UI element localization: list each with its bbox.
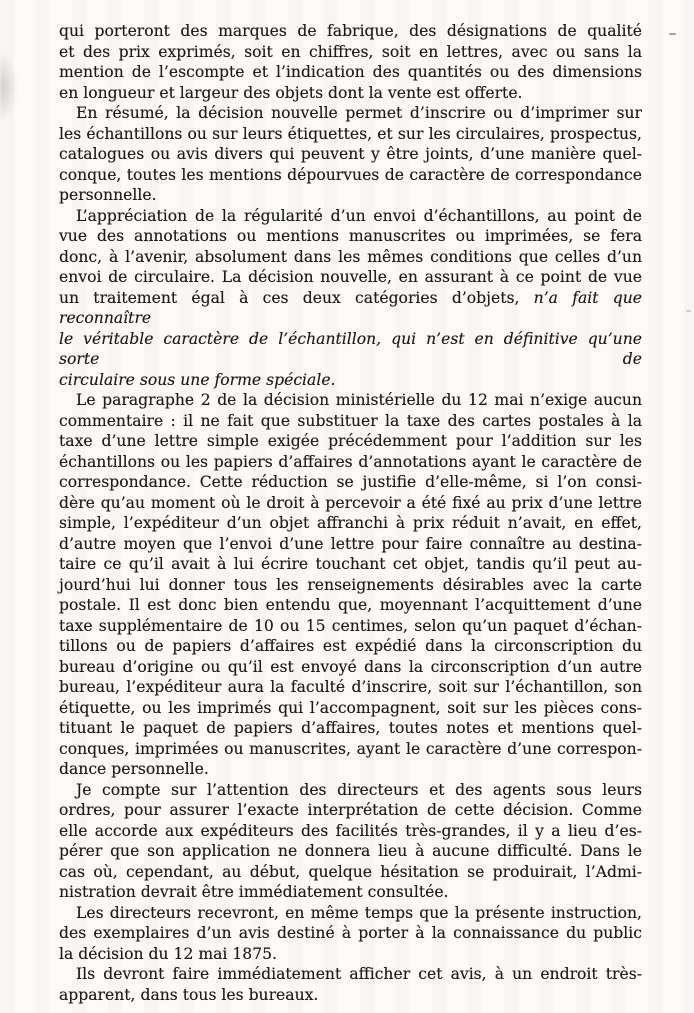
text-line: dance personnelle. [59,760,209,778]
paragraph [59,903,642,965]
text-line: conque, toutes les mentions dépourvues de caractère de correspondance [59,165,642,184]
text-line: le véritable caractère de l’échantillon, qui n’est en définitive qu’une sorte de [59,329,642,368]
text-line: la décision du 12 mai 1875. [59,944,278,963]
paragraph [59,206,642,391]
text-line [59,288,642,329]
text-line: Je compte sur l’attention des directeurs et des agents sous leurs [76,780,642,799]
text-line: bureau, l’expéditeur aura la faculté d’inscrire, soit sur l’échantillon, son [59,678,642,696]
text-line: En résumé, la décision nouvelle permet d’inscrire ou d’imprimer sur [76,104,642,122]
text-line: donc, à l’avenir, absolument dans les mêmes conditions que celles d’un [59,247,642,266]
text-line: et des prix exprimés, soit en chiffres, soit en lettres, avec ou sans la [59,42,642,61]
text-line: vue des annotations ou mentions manuscrites ou imprimées, se fera [59,227,642,245]
text-line: des exemplaires d’un avis destiné à porter à la connaissance du public [59,924,642,942]
text-line: jourd’hui lui donner tous les renseignements désirables avec la carte [59,575,642,594]
scan-speck [686,310,691,312]
text-line: personnelle. [59,186,157,204]
paragraph [59,103,642,206]
text-line: commentaire : il ne fait que substituer la taxe des cartes postales à la [59,411,642,430]
text-line: tituant le paquet de papiers d’affaires, toutes notes et mentions quel- [59,719,642,737]
text-line: taire ce qu’il avait à lui écrire touchant cet objet, tandis qu’il peut au- [59,555,642,573]
paragraph [59,21,642,103]
text-line: simple, l’expéditeur d’un objet affranchi à prix réduit n’avait, en effet, [59,514,642,532]
text-line: les échantillons ou sur leurs étiquettes, et sur les circulaires, prospectus, [59,124,642,143]
text-line: en longueur et largeur des objets dont la vente est offerte. [59,83,523,102]
text-line: elle accorde aux expéditeurs des facilités très-grandes, il y a lieu d’es- [59,821,642,840]
scan-speck [669,33,676,35]
paragraph [59,780,642,903]
text-line: apparent, dans tous les bureaux. [59,985,319,1004]
scan-smudge [0,52,18,122]
text-line: dère qu’au moment où le droit à percevoir a été fixé au prix d’une lettre [59,493,642,512]
page-text [59,21,642,1005]
text-line: taxe d’une lettre simple exigée précédemment pour l’addition sur les [59,432,642,450]
text-line: envoi de circulaire. La décision nouvelle, en assurant à ce point de vue [59,268,642,286]
text-line: échantillons ou les papiers d’affaires d’annotations ayant le caractère de [59,452,642,471]
text-line: nistration devrait être immédiatement consultée. [59,883,449,901]
text-line: postale. Il est donc bien entendu que, moyennant l’acquittement d’une [59,596,642,614]
text-line: taxe supplémentaire de 10 ou 15 centimes, selon qu’un paquet d’échan- [59,616,642,635]
text-line: pérer que son application ne donnera lieu à aucune difficulté. Dans le [59,842,642,860]
text-line: mention de l’escompte et l’indication des quantités ou des dimensions [59,63,642,81]
text-line: cas où, cependant, au début, quelque hésitation se produirait, l’Admi- [59,862,642,881]
text-line: ordres, pour assurer l’exacte interprétation de cette décision. Comme [59,801,642,819]
text-line: tillons ou de papiers d’affaires est expédié dans la circonscription du [59,637,642,655]
text-line: conques, imprimées ou manuscrites, ayant le caractère d’une correspon- [59,739,642,758]
text-line: étiquette, ou les imprimés qui l’accompagnent, soit sur les pièces cons- [59,698,642,717]
text-line: L’appréciation de la régularité d’un envoi d’échantillons, au point de [76,206,642,225]
text-line: circulaire sous une forme spéciale. [59,370,336,389]
text-segment-italic: n’a fait que reconnaître [59,288,642,327]
text-line: qui porteront des marques de fabrique, des désignations de qualité [59,22,642,40]
text-line: Les directeurs recevront, en même temps que la présente instruction, [76,903,642,922]
text-segment: un traitement égal à ces deux catégories d’objets, [59,288,534,307]
text-line: bureau d’origine ou qu’il est envoyé dans la circonscription d’un autre [59,657,642,676]
text-line: catalogues ou avis divers qui peuvent y être joints, d’une manière quel- [59,145,642,163]
text-line: d’autre moyen que l’envoi d’une lettre pour faire connaître au destina- [59,534,642,553]
text-line: correspondance. Cette réduction se justifie d’elle-même, si l’on consi- [59,473,642,491]
paragraph [59,390,642,780]
paragraph [59,964,642,1005]
text-line: Le paragraphe 2 de la décision ministérielle du 12 mai n’exige aucun [76,391,642,409]
text-line: Ils devront faire immédiatement afficher cet avis, à un endroit très- [76,965,642,983]
